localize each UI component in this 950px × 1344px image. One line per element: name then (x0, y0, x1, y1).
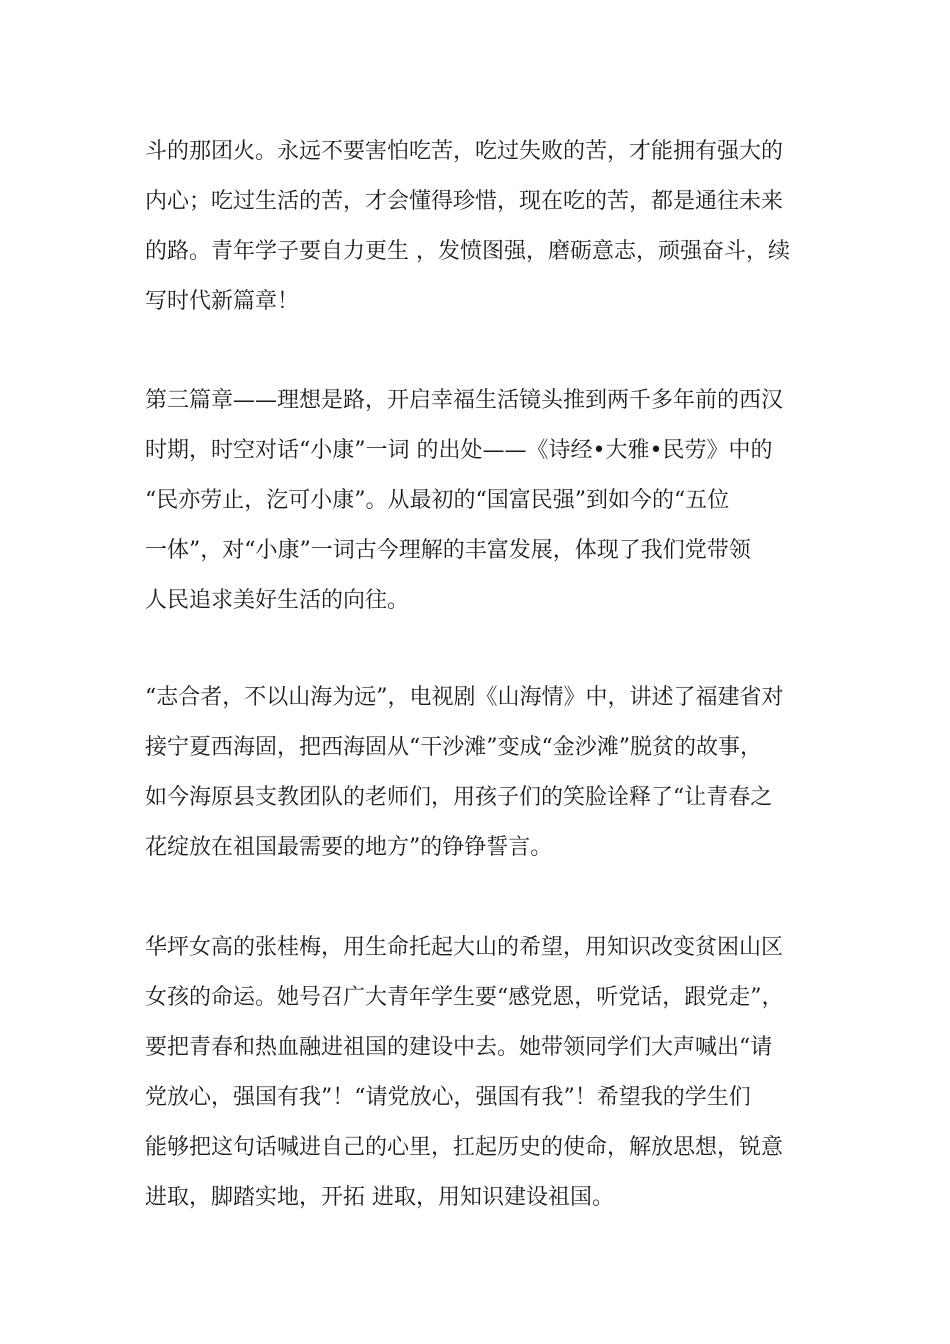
text-line: 接宁夏西海固，把西海固从“干沙滩”变成“金沙滩”脱贫的故事， (145, 735, 762, 760)
text-line: 如今海原县支教团队的老师们，用孩子们的笑脸诠释了“让青春之 (145, 785, 773, 810)
text-line: “民亦劳止，汔可小康”。从最初的“国富民强”到如今的“五位 (145, 488, 730, 513)
text-line: 党放心，强国有我”！“请党放心，强国有我”！希望我的学生们 (145, 1085, 751, 1110)
text-line: 进取，脚踏实地，开拓 进取，用知识建设祖国。 (145, 1185, 614, 1210)
text-line: 人民追求美好生活的向往。 (145, 588, 410, 613)
text-line: 一体”，对“小康”一词古今理解的丰富发展，体现了我们党带领 (145, 538, 751, 563)
paragraph-shanhaiqing (145, 673, 810, 873)
text-line: 女孩的命运。她号召广大青年学生要“感党恩，听党话，跟党走”， (145, 985, 784, 1010)
paragraph-chapter-three (145, 376, 810, 626)
text-line: 能够把这句话喊进自己的心里，扛起历史的使命，解放思想，锐意 (145, 1135, 784, 1160)
text-line: 内心；吃过生活的苦，才会懂得珍惜，现在吃的苦，都是通往未来 (145, 189, 784, 214)
text-line: 斗的那团火。永远不要害怕吃苦，吃过失败的苦，才能拥有强大的 (145, 139, 784, 164)
paragraph-zhang-guimei (145, 923, 810, 1223)
text-line: 第三篇章——理想是路，开启幸福生活镜头推到两千多年前的西汉 (145, 388, 784, 413)
text-line: 的路。青年学子要自力更生 ，发愤图强，磨砺意志，顽强奋斗，续 (145, 239, 790, 264)
paragraph-struggle (145, 127, 810, 327)
text-line: “志合者，不以山海为远”，电视剧《山海情》中，讲述了福建省对 (145, 685, 784, 710)
text-line: 要把青春和热血融进祖国的建设中去。她带领同学们大声喊出“请 (145, 1035, 773, 1060)
text-line: 时期，时空对话“小康”一词 的出处——《诗经•大雅•民劳》中的 (145, 438, 773, 463)
text-line: 华坪女高的张桂梅，用生命托起大山的希望，用知识改变贫困山区 (145, 935, 784, 960)
text-line: 写时代新篇章！ (145, 289, 300, 314)
text-line: 花绽放在祖国最需要的地方”的铮铮誓言。 (145, 835, 553, 860)
